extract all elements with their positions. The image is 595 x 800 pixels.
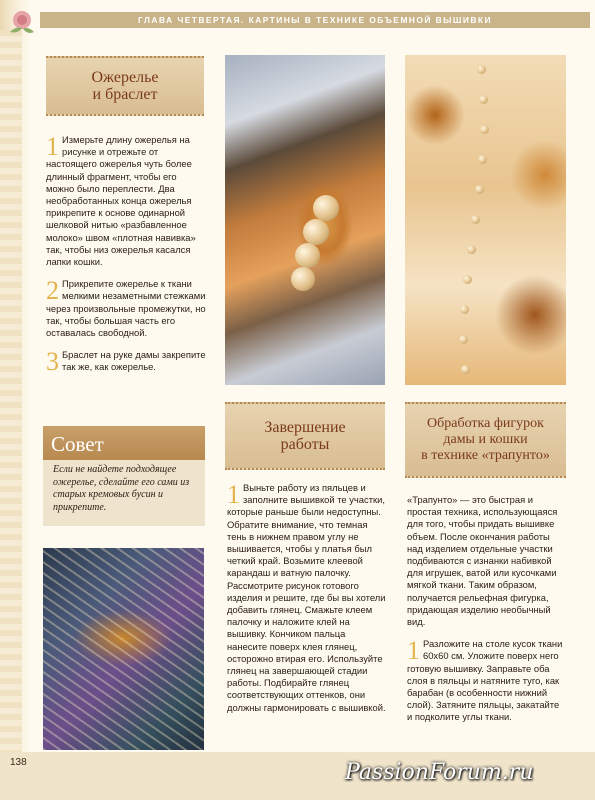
embroidery-pearls-photo: [225, 55, 385, 385]
step-paragraph: [46, 278, 206, 339]
tip-header: [43, 426, 205, 460]
chapter-title: ГЛАВА ЧЕТВЕРТАЯ. КАРТИНЫ В ТЕХНИКЕ ОБЪЕМНОЙ ВЫШИВКИ: [138, 15, 492, 25]
step-text: Прикрепите ожерелье к ткани мелкими незаметными стежками через произвольные промежутки, но так, чтобы большая часть его оставалась свободной.: [46, 278, 206, 339]
left-margin-decoration: [0, 30, 22, 770]
necklace-embroidery-photo: [405, 55, 566, 385]
section-body: [46, 134, 206, 384]
section-title-ribbon: [225, 402, 385, 470]
step-paragraph: [46, 134, 206, 268]
chapter-header: [40, 12, 590, 28]
section-title-ribbon: [405, 402, 566, 478]
section-title: Завершение работы: [264, 419, 346, 453]
tip-box: [43, 426, 205, 526]
step-text: Измерьте длину ожерелья на рисунке и отрежьте от настоящего ожерелья чуть более длинный фрагмент, чтобы его можно было переплести. Два необработанных конца ожерелья прикрепите к основе одинарной шелковой нитью «разбавленное молоко» швом «плотная навивка» так, чтобы низ ожерелья касался лапки кошки.: [46, 134, 196, 268]
embroidery-detail-photo: [43, 548, 204, 750]
step-text: Браслет на руке дамы закрепите так же, как ожерелье.: [62, 349, 206, 373]
tip-text: Если не найдете подходящее ожерелье, сделайте его сами из старых кремовых бусин и прикрепите.: [53, 464, 190, 513]
step-number: 2: [46, 276, 59, 306]
step-text: Выньте работу из пяльцев и заполните вышивкой те участки, которые раньше были недоступны. Обратите внимание, что темная тень в нижнем правом углу не вышивается, чтобы у платья был четкий край. Возьмите клеевой карандаш и ватную палочку. Рассмотрите рисунок готового изделия и решите, где бы вы хотели добавить глянец. Смажьте клеем палочку и наложите клей на вышивку. Кончиком пальца нанесите поверх клея глянец, осторожно втирая его. Используйте глянец на завершающей стадии работы. Подбирайте глянец соответствующих оттенков, они должны гармонировать с вышивкой.: [227, 482, 386, 713]
step-paragraph: [407, 638, 565, 723]
section-title: Обработка фигурок дамы и кошки в технике «трапунто»: [421, 416, 550, 463]
page-number: 138: [10, 757, 27, 768]
section-title-ribbon: [46, 56, 204, 116]
step-text: Разложите на столе кусок ткани 60х60 см. Уложите поверх него готовую вышивку. Заправьте оба слоя в пяльцы и натяните туго, как барабан (в особенности нижний слой). Затяните пяльцы, закатайте и подколите углы ткани.: [407, 638, 563, 723]
section-body: [407, 494, 565, 734]
step-number: 3: [46, 347, 59, 377]
step-paragraph: [46, 347, 206, 377]
section-body: [227, 482, 387, 724]
rose-ornament-icon: [2, 2, 42, 42]
step-paragraph: [227, 482, 387, 714]
intro-paragraph: «Трапунто» — это быстрая и простая техника, использующаяся для того, чтобы придать вышивке объем. После окончания работы над изделием отдельные участки подбиваются с изнанки набивкой для игрушек, ватой или кусочками мягкой ткани. Таким образом, получается рельефная фигурка, придающая изделию необычный вид.: [407, 494, 558, 628]
step-number: 1: [46, 132, 59, 161]
step-number: 1: [407, 636, 420, 666]
tip-title: Совет: [51, 432, 104, 456]
section-title: Ожерелье и браслет: [91, 69, 159, 103]
step-number: 1: [227, 480, 240, 509]
watermark: PassionForum.ru: [345, 760, 534, 785]
